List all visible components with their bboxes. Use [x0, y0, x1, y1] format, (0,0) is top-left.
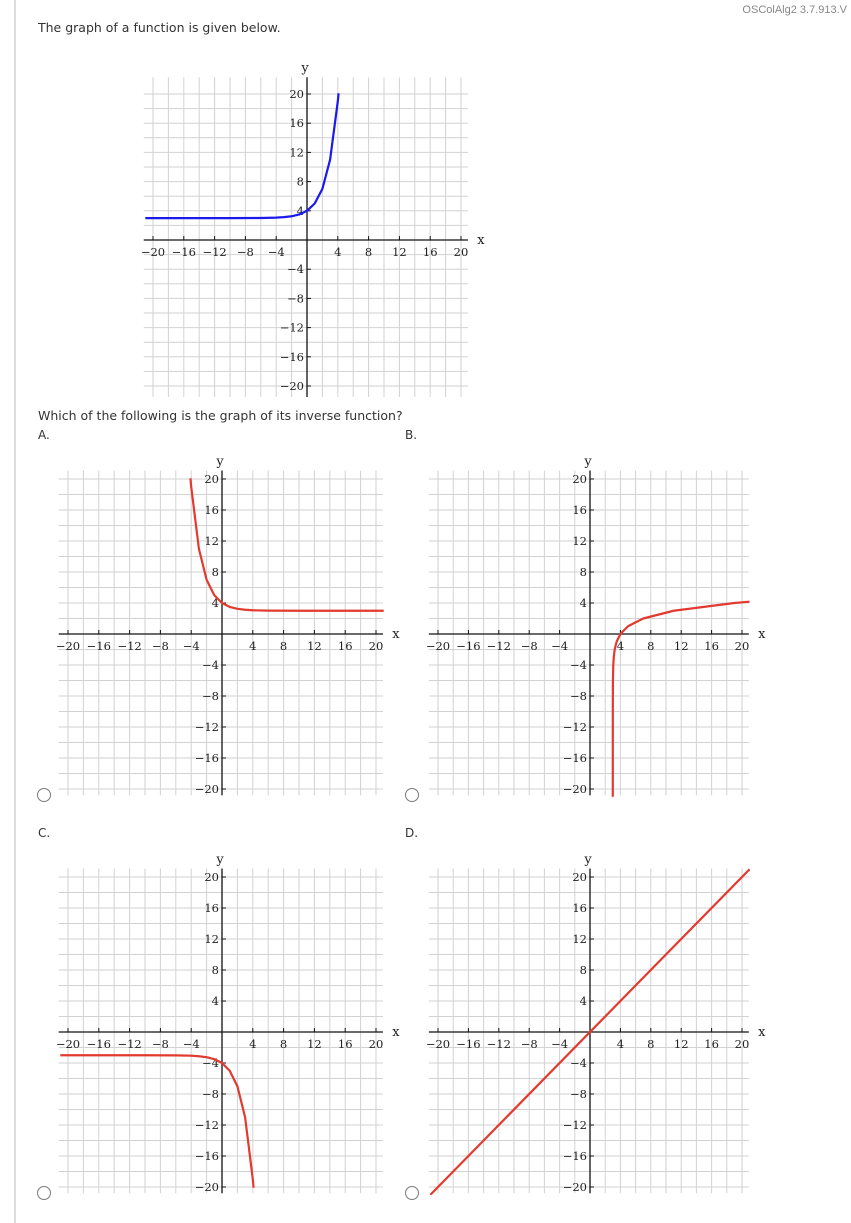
svg-text:−8: −8: [236, 245, 254, 259]
svg-text:−4: −4: [202, 1056, 219, 1070]
svg-text:−12: −12: [194, 1118, 219, 1132]
svg-text:−8: −8: [151, 639, 169, 653]
svg-text:−12: −12: [486, 639, 511, 653]
svg-text:−20: −20: [55, 639, 81, 653]
svg-text:−8: −8: [570, 689, 587, 703]
svg-text:16: 16: [289, 116, 304, 131]
svg-text:12: 12: [572, 932, 587, 946]
svg-text:8: 8: [647, 1037, 655, 1051]
svg-text:−4: −4: [570, 658, 587, 672]
choice-d-letter: D.: [405, 826, 419, 840]
svg-text:16: 16: [422, 245, 438, 259]
svg-text:−12: −12: [562, 720, 587, 734]
svg-text:−12: −12: [117, 1037, 142, 1051]
svg-text:12: 12: [289, 145, 304, 160]
version-tag: OSColAlg2 3.7.913.V: [742, 4, 847, 16]
svg-text:−4: −4: [287, 262, 304, 277]
svg-text:4: 4: [211, 596, 219, 610]
svg-text:20: 20: [572, 870, 587, 884]
svg-text:−20: −20: [279, 379, 304, 393]
svg-text:4: 4: [249, 639, 257, 653]
svg-text:16: 16: [572, 901, 587, 915]
svg-text:−8: −8: [202, 1087, 219, 1101]
svg-text:−8: −8: [287, 291, 304, 306]
svg-text:8: 8: [579, 565, 587, 579]
svg-text:12: 12: [204, 534, 219, 548]
svg-text:16: 16: [704, 1037, 719, 1051]
svg-text:−20: −20: [425, 639, 451, 653]
svg-text:8: 8: [364, 245, 373, 259]
svg-text:4: 4: [249, 1037, 257, 1051]
svg-text:−20: −20: [140, 245, 166, 259]
svg-text:4: 4: [579, 596, 587, 610]
svg-text:16: 16: [337, 639, 353, 653]
svg-text:20: 20: [572, 472, 587, 486]
svg-text:20: 20: [204, 472, 219, 486]
x-axis-label: x: [758, 627, 766, 642]
svg-text:−20: −20: [55, 1037, 81, 1051]
svg-text:−16: −16: [562, 751, 587, 765]
svg-text:−16: −16: [456, 639, 481, 653]
svg-text:8: 8: [579, 963, 587, 977]
svg-text:−20: −20: [425, 1037, 451, 1051]
y-axis-label: y: [216, 454, 224, 470]
choice-a-letter: A.: [38, 428, 50, 442]
svg-text:−12: −12: [279, 320, 304, 335]
choice-c-letter: C.: [38, 826, 51, 840]
svg-text:−12: −12: [194, 720, 219, 734]
svg-text:8: 8: [279, 639, 288, 653]
svg-text:−16: −16: [562, 1149, 587, 1163]
svg-text:4: 4: [616, 1037, 625, 1051]
svg-text:−16: −16: [194, 1149, 219, 1163]
y-axis-label: y: [584, 852, 592, 868]
svg-text:−8: −8: [202, 689, 219, 703]
x-axis-label: x: [392, 627, 400, 642]
svg-text:20: 20: [734, 639, 750, 653]
svg-text:−8: −8: [151, 1037, 169, 1051]
svg-text:−4: −4: [182, 1037, 200, 1051]
svg-text:4: 4: [211, 994, 219, 1008]
svg-text:16: 16: [704, 639, 719, 653]
choice-d-radio[interactable]: [405, 1186, 419, 1200]
x-axis-label: x: [477, 233, 485, 248]
svg-text:−4: −4: [551, 639, 569, 653]
svg-text:8: 8: [279, 1037, 288, 1051]
svg-text:16: 16: [572, 503, 587, 517]
svg-text:20: 20: [453, 245, 469, 259]
svg-text:−12: −12: [117, 639, 142, 653]
svg-text:20: 20: [368, 639, 384, 653]
svg-text:−8: −8: [570, 1087, 587, 1101]
svg-text:−16: −16: [86, 1037, 111, 1051]
svg-text:20: 20: [204, 870, 219, 884]
x-axis-label: x: [392, 1025, 400, 1040]
svg-text:−16: −16: [279, 349, 304, 364]
svg-text:12: 12: [307, 639, 322, 653]
svg-text:16: 16: [204, 503, 219, 517]
choice-b-letter: B.: [405, 428, 418, 442]
svg-text:16: 16: [337, 1037, 353, 1051]
svg-text:−8: −8: [520, 639, 538, 653]
svg-text:12: 12: [204, 932, 219, 946]
svg-text:−20: −20: [194, 1180, 219, 1194]
svg-text:−16: −16: [171, 245, 196, 259]
svg-text:−4: −4: [182, 639, 200, 653]
svg-text:−16: −16: [456, 1037, 481, 1051]
svg-text:−4: −4: [570, 1056, 587, 1070]
svg-text:−12: −12: [562, 1118, 587, 1132]
svg-text:4: 4: [296, 203, 304, 218]
svg-text:4: 4: [579, 994, 587, 1008]
svg-text:12: 12: [392, 245, 407, 259]
svg-text:8: 8: [647, 639, 655, 653]
svg-text:4: 4: [334, 245, 342, 259]
svg-text:12: 12: [673, 639, 689, 653]
svg-text:12: 12: [673, 1037, 689, 1051]
svg-text:−4: −4: [267, 245, 285, 259]
svg-text:8: 8: [211, 565, 219, 579]
svg-text:−4: −4: [551, 1037, 569, 1051]
svg-text:−20: −20: [562, 782, 587, 796]
y-axis-label: y: [216, 852, 224, 868]
x-axis-label: x: [758, 1025, 766, 1040]
question-intro: The graph of a function is given below.: [38, 20, 281, 35]
svg-text:−4: −4: [202, 658, 219, 672]
svg-text:−8: −8: [520, 1037, 538, 1051]
svg-text:4: 4: [616, 639, 625, 653]
svg-text:−16: −16: [194, 751, 219, 765]
svg-text:8: 8: [296, 174, 304, 189]
svg-text:12: 12: [307, 1037, 322, 1051]
svg-text:−12: −12: [486, 1037, 511, 1051]
y-axis-label: y: [301, 61, 309, 77]
grid: [429, 868, 749, 1193]
y-axis-label: y: [584, 454, 592, 470]
svg-text:20: 20: [289, 87, 304, 101]
svg-text:8: 8: [211, 963, 219, 977]
svg-text:−16: −16: [86, 639, 111, 653]
svg-text:−20: −20: [194, 782, 219, 796]
svg-text:−20: −20: [562, 1180, 587, 1194]
svg-text:−12: −12: [202, 245, 227, 259]
question-prompt: Which of the following is the graph of its inverse function?: [38, 408, 403, 423]
svg-text:16: 16: [204, 901, 219, 915]
svg-text:12: 12: [572, 534, 587, 548]
svg-text:20: 20: [734, 1037, 750, 1051]
svg-text:20: 20: [368, 1037, 384, 1051]
